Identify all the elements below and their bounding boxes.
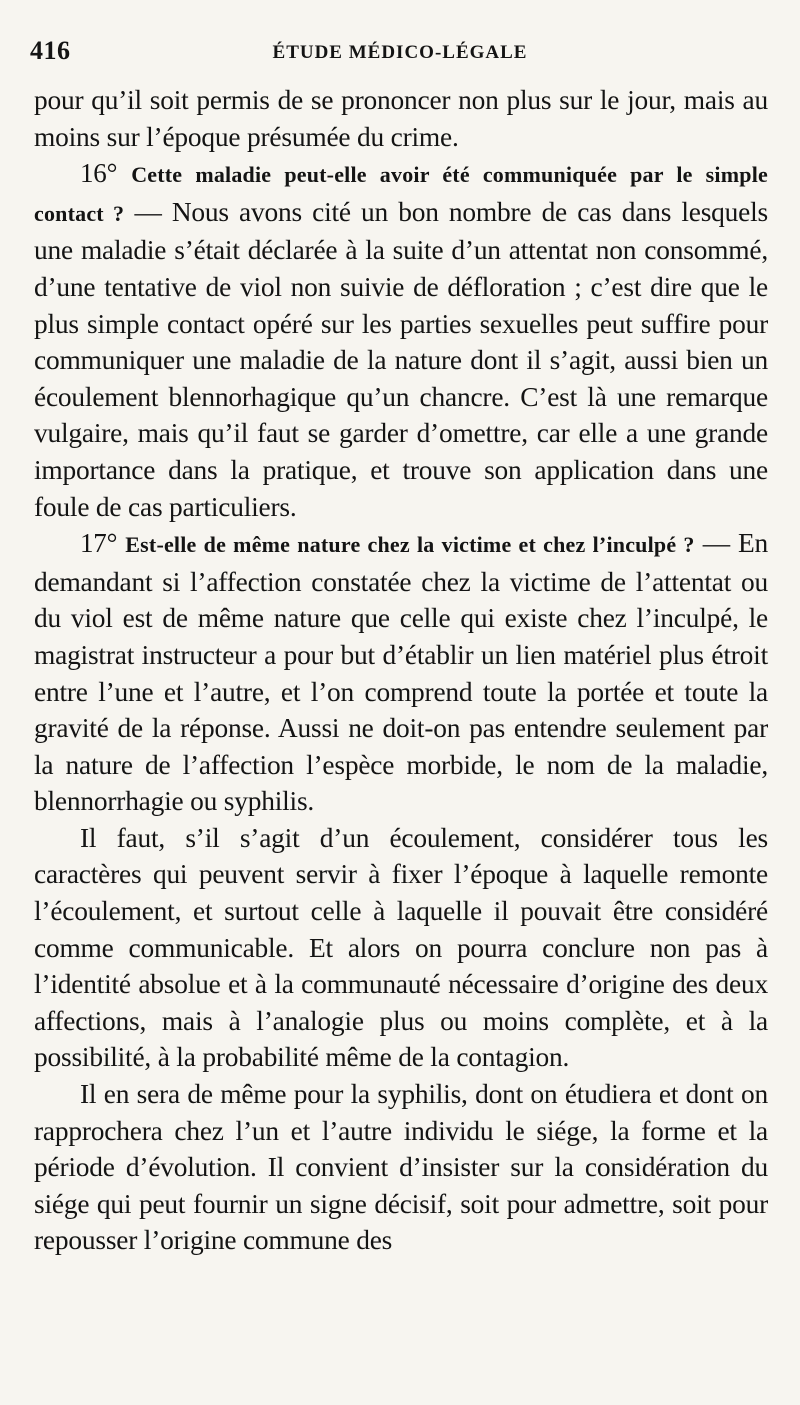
- paragraph-text: — En demandant si l’affection constatée chez la victime de l’attentat ou du viol est de même nature que celle qui existe chez l’inculpé, le magistrat instructeur a pour but d’établir un lien matériel plus étroit entre l’une et l’autre, et l’on comprend toute la portée et toute la gravité de la réponse. Aussi ne doit-on pas entendre seulement par la nature de l’affection l’espèce morbide, le nom de la maladie, blennorrhagie ou syphilis.: [34, 528, 768, 817]
- section-question: Cette maladie peut-elle avoir été communiquée par le simple contact ?: [34, 162, 768, 226]
- paragraph-text: pour qu’il soit permis de se prononcer non plus sur le jour, mais au moins sur l’époque présumée du crime.: [34, 85, 768, 152]
- running-title: ÉTUDE MÉDICO-LÉGALE: [272, 42, 528, 63]
- paragraph-section-16: [34, 155, 768, 525]
- paragraph-continuation: [34, 82, 768, 155]
- page-body: [34, 82, 768, 1259]
- section-number: 16°: [80, 158, 118, 189]
- page-number: 416: [30, 36, 71, 65]
- paragraph-text: Il faut, s’il s’agit d’un écoulement, considérer tous les caractères qui peuvent servir à fixer l’époque à laquelle remonte l’écoulement, et surtout celle à laquelle il pouvait être considéré comme communicable. Et alors on pourra conclure non pas à l’identité absolue et à la communauté nécessaire d’origine des deux affections, mais à l’analogie plus ou moins complète, et à la possibilité, à la probabilité même de la contagion.: [34, 822, 768, 1073]
- page-header: [30, 36, 770, 72]
- section-number: 17°: [80, 528, 118, 559]
- section-question: Est-elle de même nature chez la victime et chez l’inculpé ?: [125, 532, 695, 558]
- paragraph: [34, 820, 768, 1076]
- paragraph-text: Il en sera de même pour la syphilis, dont on étudiera et dont on rapprochera chez l’un et l’autre individu le siége, la forme et la période d’évolution. Il convient d’insister sur la considération du siége qui peut fournir un signe décisif, soit pour admettre, soit pour repousser l’origine commune des: [34, 1079, 768, 1256]
- paragraph-text: — Nous avons cité un bon nombre de cas dans lesquels une maladie s’était déclarée à la suite d’un attentat non consommé, d’une tentative de viol non suivie de défloration ; c’est dire que le plus simple contact opéré sur les parties sexuelles peut suffire pour communiquer une maladie de la nature dont il s’agit, aussi bien un écoulement blennorhagique qu’un chancre. C’est là une remarque vulgaire, mais qu’il faut se garder d’omettre, car elle a une grande importance dans la pratique, et trouve son application dans une foule de cas particuliers.: [34, 196, 769, 522]
- paragraph: [34, 1076, 768, 1259]
- paragraph-section-17: [34, 525, 768, 820]
